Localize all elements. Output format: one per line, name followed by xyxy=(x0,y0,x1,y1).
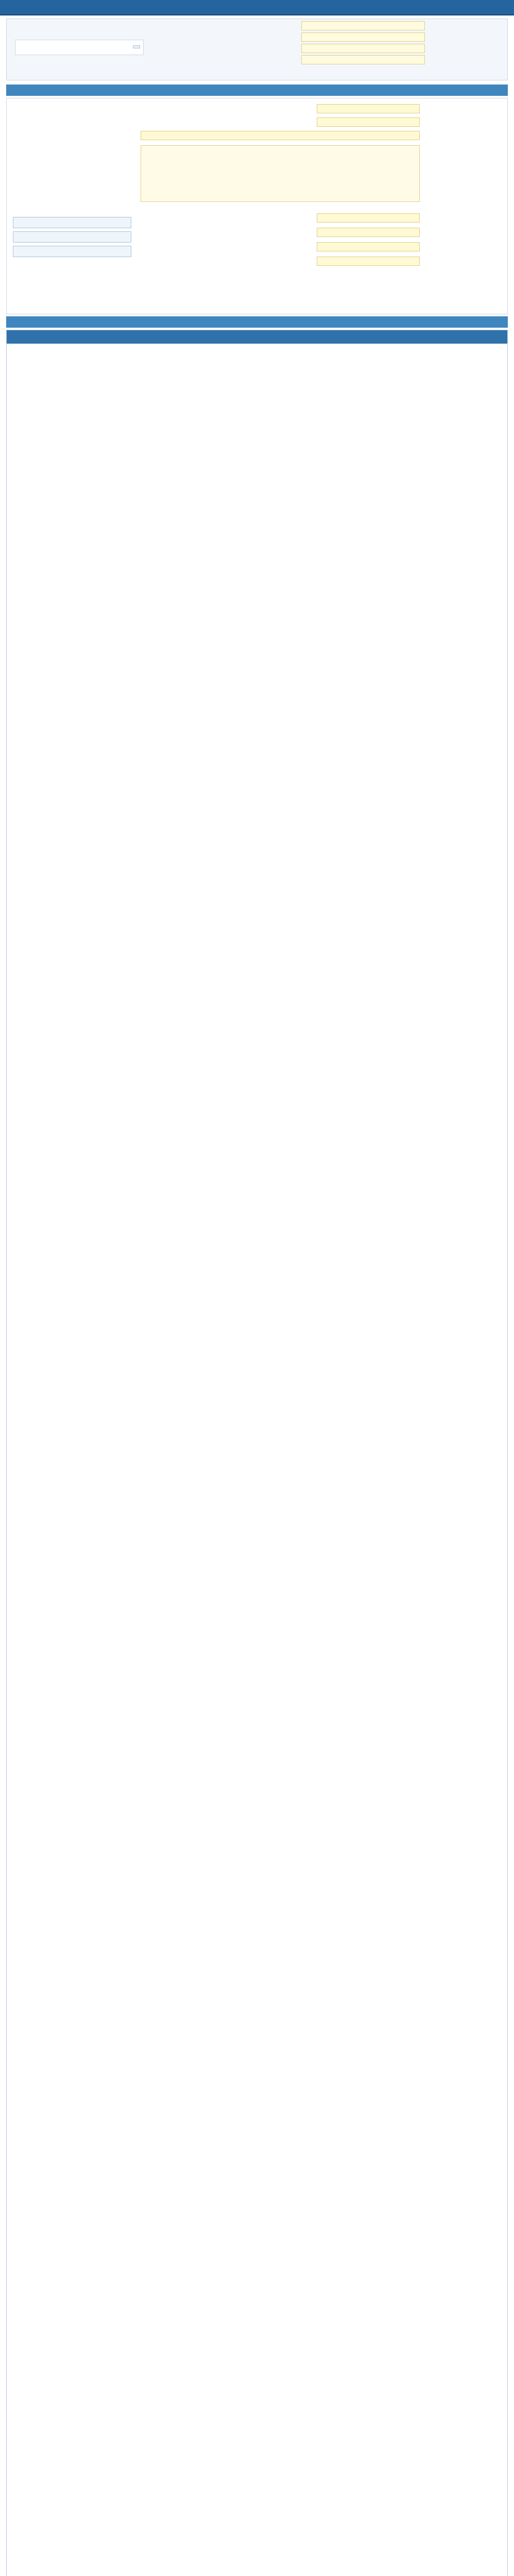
details-description xyxy=(141,145,420,202)
column-header-name xyxy=(322,330,430,333)
header-side-box xyxy=(15,40,144,55)
details-section-header xyxy=(6,84,508,96)
column-header-unit xyxy=(276,330,322,333)
details-field-value xyxy=(141,131,420,140)
items-table-body xyxy=(7,344,507,2576)
items-table xyxy=(6,330,508,2576)
details-field-row xyxy=(7,116,507,128)
column-header-action xyxy=(7,330,27,333)
header-info-panel xyxy=(6,19,508,80)
details-field-row xyxy=(7,129,507,142)
details-field-row xyxy=(7,103,507,115)
column-header-code xyxy=(430,330,487,333)
header-info-value xyxy=(301,55,425,64)
details-field-value xyxy=(317,257,420,266)
details-field-value xyxy=(317,213,420,223)
details-description-row xyxy=(7,144,507,206)
details-field-value xyxy=(317,242,420,251)
details-side-link[interactable] xyxy=(13,217,131,228)
column-header-row-number xyxy=(487,330,507,333)
details-field-value xyxy=(317,104,420,113)
details-field-value xyxy=(317,117,420,127)
details-panel xyxy=(6,98,508,314)
header-info-value xyxy=(301,44,425,53)
header-info-value xyxy=(301,32,425,42)
details-side-link[interactable] xyxy=(13,231,131,243)
items-section-header xyxy=(6,316,508,328)
details-side-link[interactable] xyxy=(13,246,131,257)
page-title-bar xyxy=(0,0,514,15)
items-table-header xyxy=(7,330,507,344)
header-side-tag[interactable] xyxy=(133,45,140,48)
header-info-value xyxy=(301,21,425,30)
column-header-description xyxy=(27,330,234,333)
header-info-row xyxy=(7,19,507,30)
details-field-value xyxy=(317,228,420,237)
column-header-quantity xyxy=(234,330,276,333)
